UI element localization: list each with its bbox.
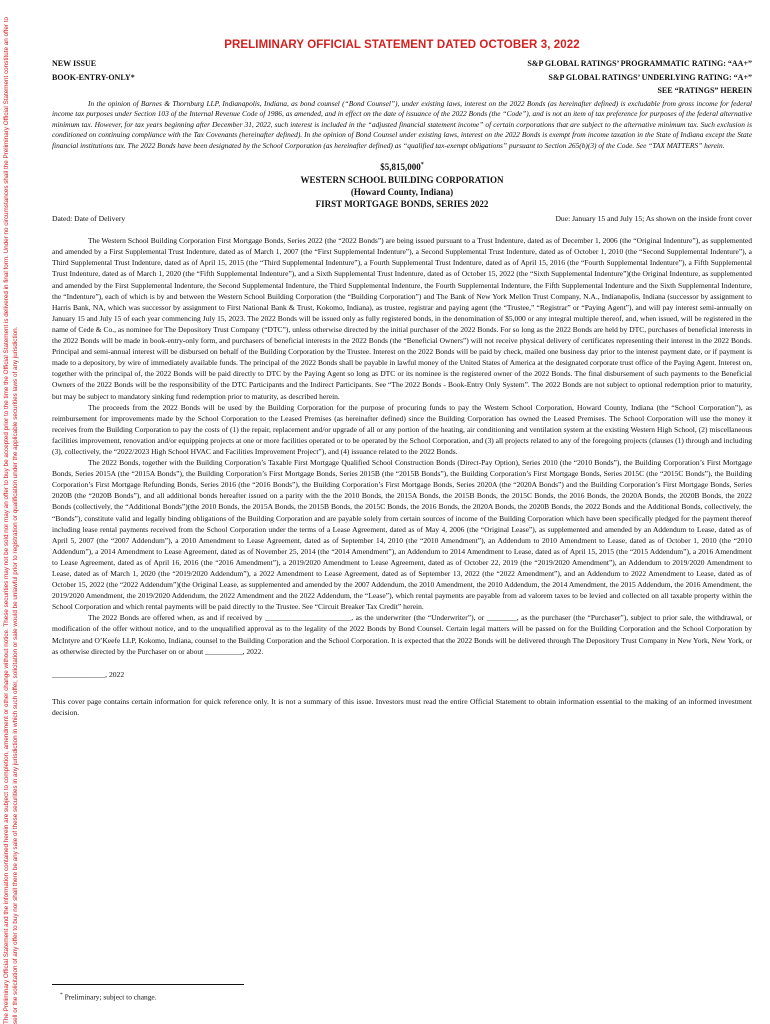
footnote-text: Preliminary; subject to change. [64,992,157,1002]
issue-type [52,57,135,98]
footnote-mark: * [60,992,63,998]
footnote [60,992,157,1001]
offering-amount [52,159,752,174]
paragraph-offering: The 2022 Bonds are offered when, as and if received by _______________________, as the underwriter (the “Underwriter”), or ________, as the purchaser (the “Purchaser”), subject to prior sale, the withdrawal, or modification of the offer without notice, and to the unqualified approval as to the legality of the 2022 Bonds by Bond Counsel. Certain legal matters will be passed on for the Building Corporation and the School Corporation by McIntyre and O’Keefe LLP, Kokomo, Indiana, counsel to the Building Corporation and the School Corporation. It is expected that the 2022 Bonds will be delivered through The Depository Trust Company in New York, New York, or as otherwise directed by the Purchaser on or about __________, 2022. [52,613,752,656]
ratings [527,57,752,98]
programmatic-rating: S&P GLOBAL RATINGS’ PROGRAMMATIC RATING: “AA+” [527,59,752,69]
tax-opinion: In the opinion of Barnes & Thornburg LLP, Indianapolis, Indiana, as bond counsel (“Bond Counsel”), under existing laws, interest on the 2022 Bonds (as hereinafter defined) is excludable from gross income for federal income tax purposes under Section 103 of the Internal Revenue Code of 1986, as amended, and in effect on the date of issuance of the 2022 Bonds (the “Code”), and is not an item of tax preference for purposes of the federal alternative minimum tax. However, for tax years beginning after December 31, 2022, such interest is included in the “adjusted financial statement income” of certain corporations that are subject to the alternative minimum tax. Such exclusion is conditioned on continuing compliance with the Tax Covenants (hereinafter defined). In the opinion of Bond Counsel under existing laws, interest on the 2022 Bonds is exempt from income taxation in the State of Indiana except the State financial institutions tax. The 2022 Bonds have been designated by the School Corporation (as hereinafter defined) as “qualified tax-exempt obligations” pursuant to Section 265(b)(3) of the Code. See “TAX MATTERS” herein. [52,98,752,150]
bond-series: FIRST MORTGAGE BONDS, SERIES 2022 [315,199,489,210]
paragraph-proceeds: The proceeds from the 2022 Bonds will be used by the Building Corporation for the purpose of procuring funds to pay the Western School Corporation, Howard County, Indiana (the “School Corporation”), as reimbursement for improvements made by the School Corporation to the Leased Premises (as hereinafter defined) since the Building Corporation has owned the Leased Premises. The School Corporation will use the money it receives from the Building Corporation to pay the costs of (1) the repair, replacement and/or upgrade of all or any portion of the heating, air conditioning and ventilation system at the existing Western High School, (2) miscellaneous facilities improvement, renovation and/or equipping projects at one or more facilities operated or to be operated by the School Corporation, and (3) all projects related to any of the foregoing projects (clauses (1) through and including (3), collectively, the “2022/2023 High School HVAC and Facilities Improvement Project”), and (4) issuance related to the 2022 Bonds. [52,402,752,456]
footnote-divider [52,984,244,985]
due-date: Due: January 15 and July 15; As shown on the inside front cover [555,214,752,224]
issuer-county: (Howard County, Indiana) [350,187,454,198]
header-block [52,57,752,98]
page-title: PRELIMINARY OFFICIAL STATEMENT DATED OCTOBER 3, 2022 [224,39,580,51]
dated-date: Dated: Date of Delivery [52,214,126,224]
paragraph-security: The 2022 Bonds, together with the Building Corporation’s Taxable First Mortgage Qualified School Construction Bonds (Direct-Pay Option), Series 2010 (the “2010 Bonds”), the Building Corporation’s First Mortgage Bonds, Series 2015A (the “2015A Bonds”), the Building Corporation’s First Mortgage Bonds, Series 2015B (the “2015B Bonds”), the Building Corporation’s First Mortgage Bonds, Series 2015C (the “2015C Bonds”), the Building Corporation’s First Mortgage Refunding Bonds, Series 2016 (the “2016 Bonds”), the Building Corporation’s First Mortgage Bonds, Series 2020A (the “2020A Bonds”) and the Building Corporation’s First Mortgage Bonds, Series 2020B (the “2020B Bonds”), and all additional bonds hereafter issued on a parity with the the 2010 Bonds, the 2015A Bonds, the 2015B Bonds, the 2015C Bonds, the 2016 Bonds, the 2020A Bonds, the 2020B Bonds, the 2022 Bonds (collectively, the “Additional Bonds”)(the 2010 Bonds, the 2015A Bonds, the 2015B Bonds, the 2015C Bonds, the 2016 Bonds, the 2020A Bonds, the 2020B Bonds, the 2022 Bonds and the Additional Bonds, collectively, the “Bonds”), constitute valid and legally binding obligations of the Building Corporation and are payable solely from certain sources of income of the Building Corporation which have been specifically pledged for the payment thereof including lease rental payments received from the School Corporation under the terms of a Lease Agreement, dated as of May 4, 2006 (the “Original Lease”), as supplemented and amended by an Addendum to Lease, dated as of April 5, 2007 (the “2007 Addendum”), a 2010 Amendment to Lease Agreement, dated as of September 14, 2010 (the “2010 Amendment”), an Addendum to 2010 Amendment to Lease, dated as of October 1, 2010 (the “2010 Addendum”), a 2014 Amendment to Lease Agreement, dated as of November 25, 2014 (the “2014 Amendment”), an Addendum to 2014 Amendment to Lease, dated as of April 15, 2015 (the “2015 Addendum”), a 2016 Amendment to Lease Agreement, dated as of April 16, 2016 (the “2016 Amendment”), a 2019/2020 Amendment to Lease Agreement, dated as of October 22, 2019 (the “2019/2020 Amendment”), an Addendum to 2019/2020 Amendment to Lease, dated as of March 1, 2020 (the “2019/2020 Addendum”), a 2022 Amendment to Lease Agreement, dated as of September 13, 2022 (the “2022 Amendment”), and an Addendum to 2022 Amendment to Lease, dated as of October 15, 2022 (the “2022 Addendum”)(the Original Lease, as supplemented and amended by the 2007 Addendum, the 2010 Amendment, the 2010 Addendum, the 2014 Amendment, the 2015 Addendum, the 2016 Amendment, the 2019/2020 Amendment, the 2019/2020 Addendum, the 2022 Amendment and the 2022 Addendum, the “Lease”), which rental payments are payable from ad valorem taxes to be levied and collected on all taxable property within the School Corporation and which rental payments will be paid directly to the Trustee. See “Circuit Breaker Tax Credit” herein. [52,458,752,612]
amount-footnote-mark: * [420,162,424,169]
cover-note: This cover page contains certain information for quick reference only. It is not a summary of this issue. Investors must read the entire Official Statement to obtain information essential to the making of an informed investment decision. [52,696,752,717]
underlying-rating: S&P GLOBAL RATINGS’ UNDERLYING RATING: “A+” [548,72,752,82]
issuer-name: WESTERN SCHOOL BUILDING CORPORATION [300,175,504,186]
paragraph-issuance: The Western School Building Corporation First Mortgage Bonds, Series 2022 (the “2022 Bonds”) are being issued pursuant to a Trust Indenture, dated as of December 1, 2006 (the “Original Indenture”), as supplemented and amended by a First Supplemental Trust Indenture, dated as of March 1, 2007 (the “First Supplemental Indenture”), a Second Supplemental Trust Indenture, dated as of October 1, 2010 (the “Second Supplemental Indenture”), a Third Supplemental Trust Indenture, dated as of April 15, 2015 (the “Third Supplemental Indenture”), a Fourth Supplemental Trust Indenture, dated as of April 15, 2016 (the “Fourth Supplemental Indenture”), a Fifth Supplemental Trust Indenture, dated as of March 1, 2020 (the “Fifth Supplemental Indenture”), and a Sixth Supplemental Trust Indenture, dated as of October 15, 2022 (the “Sixth Supplemental Indenture”)(the Original Indenture, as supplemented and amended by the First Supplemental Indenture, the Second Supplemental Indenture, the Third Supplemental Indenture, the Fourth Supplemental Indenture, the Fifth Supplemental Indenture and the Sixth Supplemental Indenture, the “Indenture”), each of which is by and between the Western School Building Corporation (the “Building Corporation”) and The Bank of New York Mellon Trust Company, N.A., Indianapolis, Indiana (successor by assignment to Harris Bank, NA, which was successor by assignment to First National Bank & Trust, Kokomo, Indiana), as trustee, registrar and paying agent (the “Trustee,” “Registrar” or “Paying Agent”), and will pay interest semi-annually on January 15 and July 15 of each year commencing July 15, 2023. The 2022 Bonds will be issued only as fully registered bonds, in the denomination of $5,000 or any integral multiple thereof, and, when issued, will be registered in the name of Cede & Co., as nominee for The Depository Trust Company (“DTC”), unless otherwise directed by the initial purchaser of the 2022 Bonds. For so long as the 2022 Bonds are held by DTC, purchases of beneficial interests in the 2022 Bonds will be made in book-entry-only form, and purchasers of beneficial interests in the 2022 Bonds (the “Beneficial Owners”) will not receive physical delivery of certificates representing their interest in the 2022 Bonds. Principal and semi-annual interest will be disbursed on behalf of the Building Corporation by the Trustee. Interest on the 2022 Bonds will be paid by check, mailed one business day prior to the interest payment date, or if payment is made to a depository, by wire of immediately available funds. The principal of the 2022 Bonds shall be payable in lawful money of the United States of America at the designated corporate trust office of the Paying Agent. Interest on, together with the principal of, the 2022 Bonds will be paid directly to DTC by the Paying Agent so long as DTC or its nominee is the registered owner of the 2022 Bonds. The final disbursement of such payments to the Beneficial Owners of the 2022 Bonds will be the responsibility of the DTC Participants and the Indirect Participants. See “The 2022 Bonds - Book-Entry Only System”. The 2022 Bonds are not subject to optional redemption prior to maturity, but may be subject to mandatory sinking fund redemption prior to maturity, as described herein. [52,236,752,401]
amount-value: $5,815,000 [380,162,421,173]
cover-page [52,40,752,726]
dated-due-row [52,213,752,225]
side-notice-text: The Preliminary Official Statement and the information contained herein are subject to completion, amendment or other change without notice. These securities may not be sold nor may an offer to buy be accepted prior to the time the Official Statement is delivered in final form. Under no circumstances shall the Preliminary Official Statement constitute an offer to sell or the solicitation of any offer to buy nor shall there be any sale of these securities in any jurisdiction in which such offer, solicitation or sale would be unlawful prior to registration or qualification under the applicable securities laws of any jurisdiction. [3,17,20,1024]
date-line: ______________, 2022 [52,669,125,679]
side-notice [2,0,42,1024]
new-issue-label: NEW ISSUE [52,59,97,69]
see-ratings: SEE “RATINGS” HEREIN [657,86,752,96]
book-entry-label: BOOK-ENTRY-ONLY* [52,72,135,82]
